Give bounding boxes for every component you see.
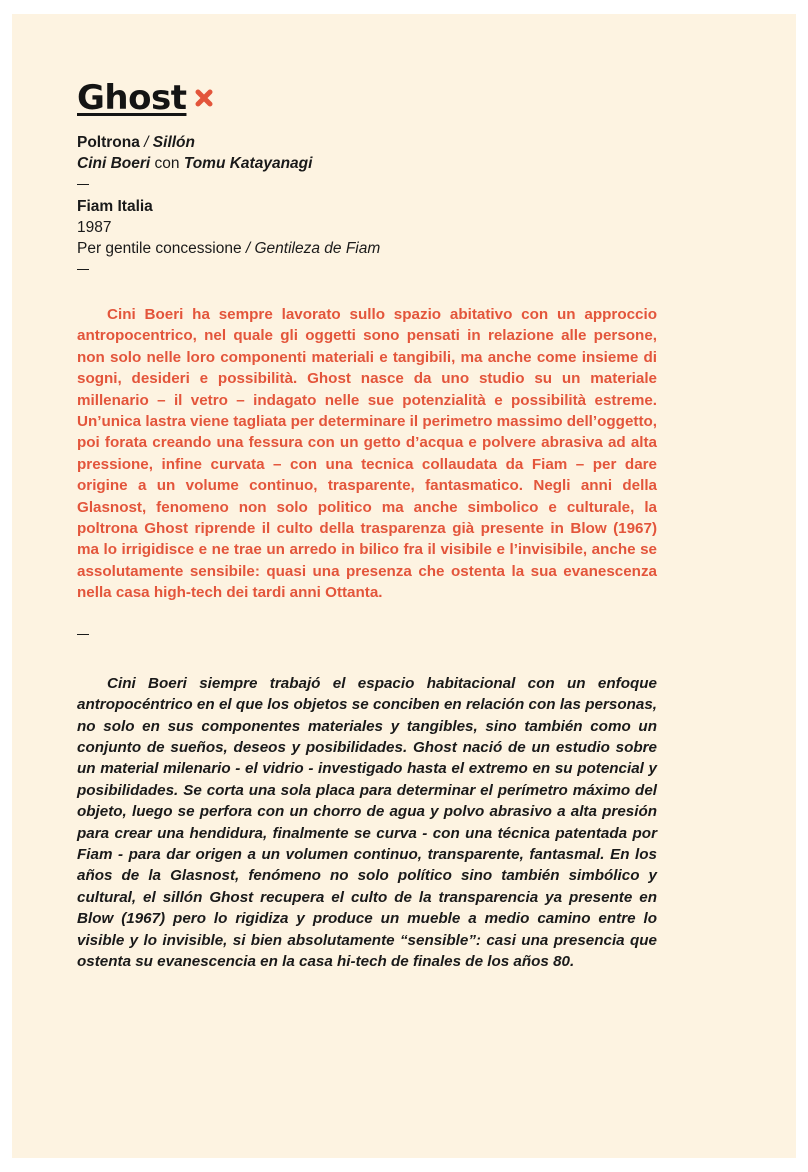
- type-line: [77, 132, 657, 153]
- designer-2: Tomu Katayanagi: [183, 155, 313, 172]
- content: [77, 74, 657, 988]
- page-title: Ghost: [77, 78, 187, 118]
- page: [12, 14, 796, 1158]
- courtesy-es: Gentileza de Fiam: [254, 240, 381, 257]
- courtesy-line: [77, 238, 657, 259]
- paragraph-spanish: Cini Boeri siempre trabajó el espacio habitacional con un enfoque antropocéntrico en el que los objetos se conciben en relación con las personas, no solo en sus componentes materiales y tangibles, sino también como un conjunto de sueños, deseos y posibilidades. Ghost nació de un estudio sobre un material milenario - el vidrio - investigado hasta el extremo en su potencial y posibilidades. Se corta una sola placa para determinar el perímetro máximo del objeto, luego se perfora con un chorro de agua y polvo abrasivo a alta presión para crear una hendidura, finalmente se curva - con una técnica patentada por Fiam - para dar origen a un volumen continuo, transparente, fantasmal. En los años de la Glasnost, fenómeno no solo político sino también simbólico y cultural, el sillón Ghost recupera el culto de la transparencia ya presente en Blow (1967) pero lo rigidiza y produce un mueble a medio camino entre lo visible y lo invisible, si bien absolutamente “sensible”: casi una presencia que ostenta su evanescencia en la casa hi-tech de finales de los años 80.: [77, 674, 657, 970]
- type-es: Sillón: [152, 134, 195, 151]
- cross-icon: [194, 88, 214, 108]
- designer-1: Cini Boeri: [77, 155, 151, 172]
- divider: [77, 269, 89, 270]
- meta-block: [77, 132, 657, 270]
- designer-line: [77, 153, 657, 174]
- type-separator: /: [139, 134, 153, 151]
- divider: [77, 184, 89, 185]
- divider: [77, 634, 89, 635]
- type-it: Poltrona: [77, 134, 140, 151]
- courtesy-separator: /: [241, 240, 255, 257]
- paragraph-italian: Cini Boeri ha sempre lavorato sullo spazio abitativo con un approccio antropocentrico, nel quale gli oggetti sono pensati in relazione alle persone, non solo nelle loro componenti materiali e tangibili, ma anche come insieme di sogni, desideri e possibilità. Ghost nasce da uno studio su un materiale millenario – il vetro – indagato nelle sue potenzialità e possibilità estreme. Un’unica lastra viene tagliata per determinare il perimetro massimo dell’oggetto, poi forata creando una fessura con un getto d’acqua e polvere abrasiva ad alta pressione, infine curvata – con una tecnica collaudata da Fiam – per dare origine a un volume continuo, trasparente, fantasmatico. Negli anni della Glasnost, fenomeno non solo politico ma anche simbolico e culturale, la poltrona Ghost riprende il culto della trasparenza già presente in Blow (1967) ma lo irrigidisce e ne trae un arredo in bilico fra il visibile e l’invisibile, anche se assolutamente sensibile: quasi una presenza che ostenta la sua evanescenza nella casa high-tech dei tardi anni Ottanta.: [77, 306, 657, 602]
- year: 1987: [77, 219, 112, 236]
- manufacturer: Fiam Italia: [77, 198, 153, 215]
- courtesy-it: Per gentile concessione: [77, 240, 242, 257]
- designer-connector: con: [150, 155, 184, 172]
- title-row: [77, 74, 657, 122]
